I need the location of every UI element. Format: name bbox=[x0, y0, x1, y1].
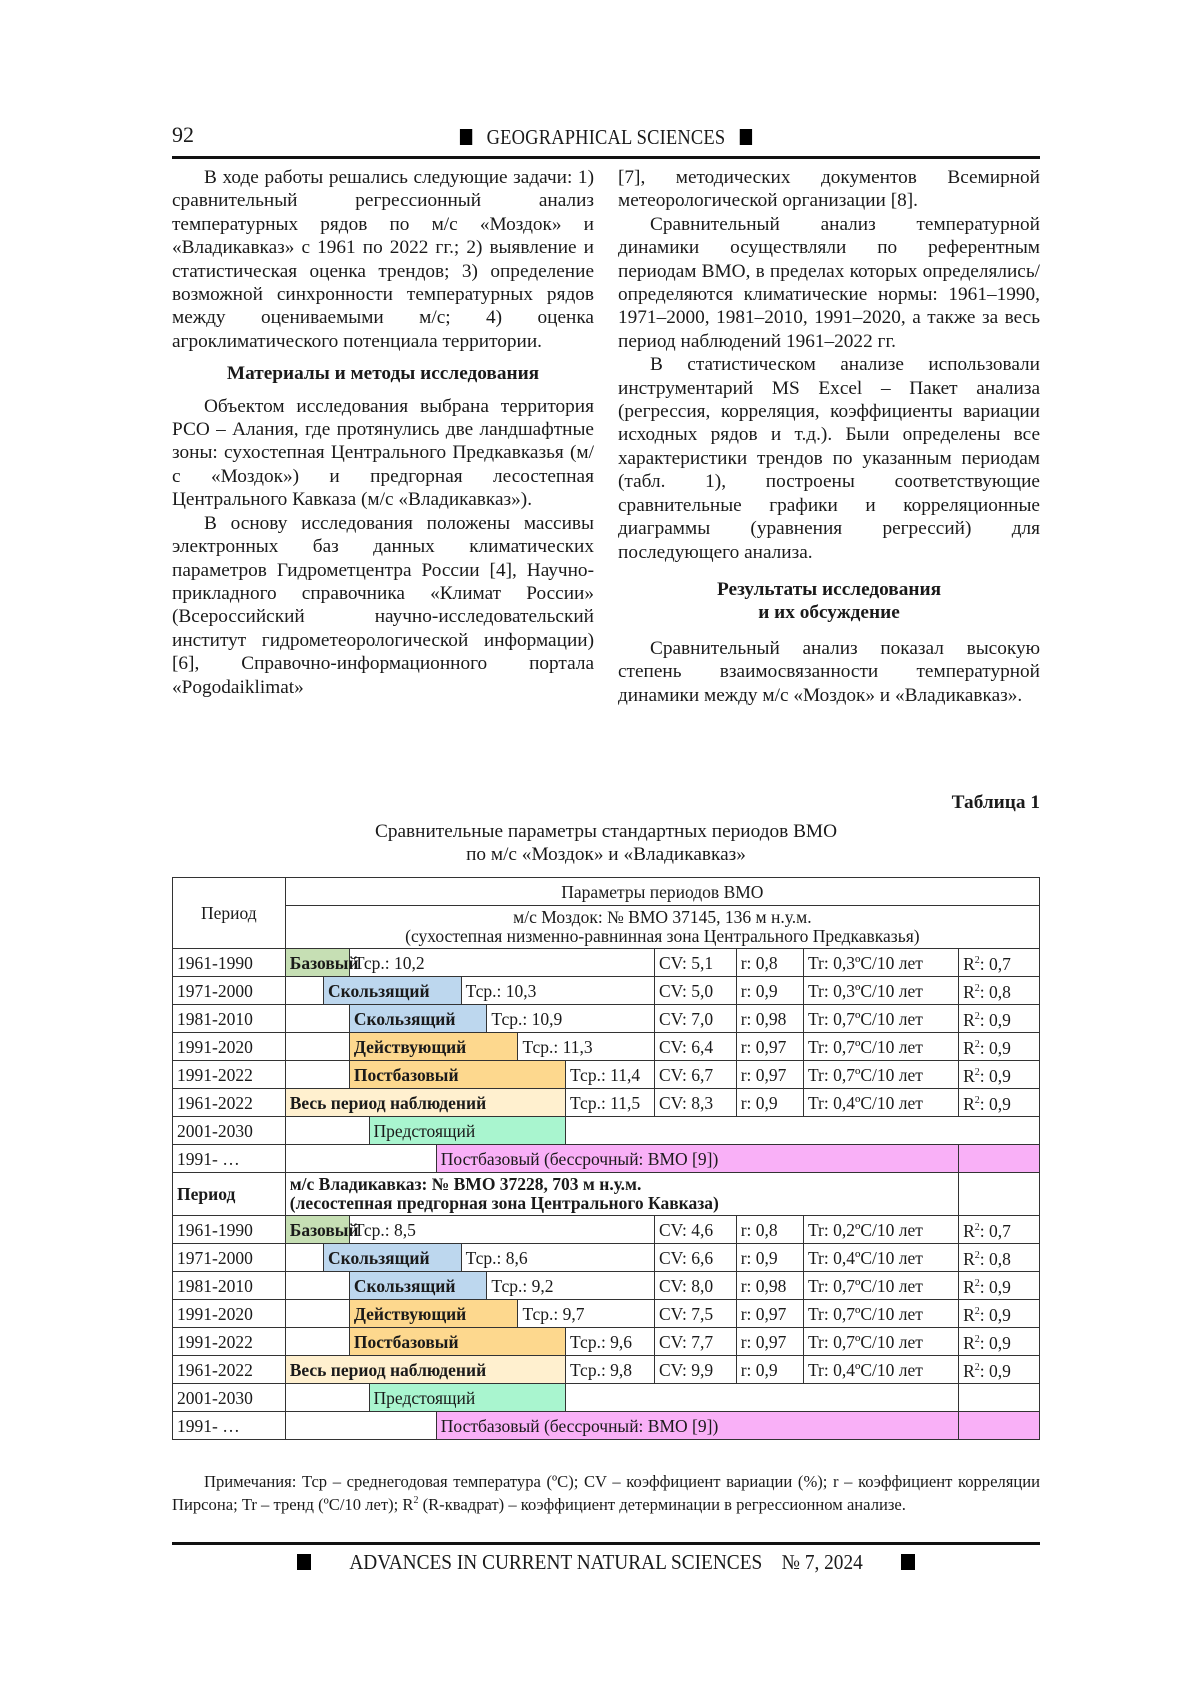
r2-sup: 2 bbox=[974, 1039, 980, 1050]
r2-label: R bbox=[963, 1333, 975, 1353]
r2-value: 0,7 bbox=[989, 1221, 1011, 1241]
period-type-cell: Базовый bbox=[285, 1216, 349, 1244]
r-cell: r: 0,9 bbox=[736, 1244, 803, 1272]
r2-sup: 2 bbox=[974, 1250, 980, 1261]
period-cell: 1971-2000 bbox=[173, 977, 286, 1005]
station-line: (лесостепная предгорная зона Центрального Кавказа) bbox=[289, 1193, 719, 1213]
r-cell: r: 0,97 bbox=[736, 1328, 803, 1356]
cv-cell: CV: 6,4 bbox=[654, 1033, 736, 1061]
header-rule bbox=[172, 156, 1040, 159]
empty-cell bbox=[959, 1145, 1040, 1173]
r2-value: 0,9 bbox=[989, 1361, 1011, 1381]
r2-sup: 2 bbox=[974, 1334, 980, 1345]
r2-label: R bbox=[963, 1361, 975, 1381]
empty-cell bbox=[285, 1005, 349, 1033]
square-bullet-icon bbox=[901, 1554, 915, 1570]
period-cell: 1991- … bbox=[173, 1145, 286, 1173]
mean-temp-cell: Тср.: 9,8 bbox=[566, 1356, 655, 1384]
empty-cell bbox=[566, 1384, 959, 1412]
station-line: (сухостепная низменно-равнинная зона Центрального Предкавказья) bbox=[405, 926, 920, 946]
empty-cell bbox=[285, 1061, 349, 1089]
r2-value: 0,9 bbox=[989, 1333, 1011, 1353]
r-cell: r: 0,9 bbox=[736, 1356, 803, 1384]
r-cell: r: 0,8 bbox=[736, 1216, 803, 1244]
table-row bbox=[173, 1033, 1040, 1061]
params-header: Параметры периодов ВМО bbox=[285, 878, 1039, 906]
empty-cell bbox=[959, 1384, 1040, 1412]
period-type-cell: Постбазовый (бессрочный: ВМО [9]) bbox=[436, 1412, 958, 1440]
cv-cell: CV: 9,9 bbox=[654, 1356, 736, 1384]
paragraph: В статистическом анализе использовали инструментарий MS Excel – Пакет анализа (регрессия, корреляция, коэффициенты вариации исходных рядов и т.д.). Были определены все характеристики трендов по указанным периодам (табл. 1), построены соответствующие сравнительные графики и корреляционные диаграммы (уравнения регрессий) для последующего анализа. bbox=[618, 354, 1040, 563]
r2-label: R bbox=[963, 954, 975, 974]
station-header bbox=[285, 906, 1039, 949]
table-row bbox=[173, 1328, 1040, 1356]
empty-cell bbox=[285, 1412, 436, 1440]
footer-rule bbox=[172, 1542, 1040, 1545]
period-cell: 1981-2010 bbox=[173, 1272, 286, 1300]
empty-cell bbox=[285, 1244, 323, 1272]
square-bullet-icon bbox=[297, 1554, 311, 1570]
table-notes bbox=[172, 1472, 1040, 1514]
running-footer bbox=[172, 1550, 1040, 1575]
station-line: м/с Моздок: № ВМО 37145, 136 м н.у.м. bbox=[513, 907, 812, 927]
journal-name: ADVANCES IN CURRENT NATURAL SCIENCES bbox=[349, 1550, 763, 1574]
period-type-cell: Скользящий bbox=[324, 1244, 462, 1272]
r2-sep: : bbox=[979, 1277, 990, 1297]
notes-text: (R-квадрат) – коэффициент детерминации в регрессионном анализе. bbox=[418, 1495, 906, 1514]
r2-cell bbox=[959, 1033, 1040, 1061]
r-cell: r: 0,97 bbox=[736, 1300, 803, 1328]
r2-sup: 2 bbox=[974, 1095, 980, 1106]
section-name: GEOGRAPHICAL SCIENCES bbox=[486, 125, 726, 149]
r2-value: 0,9 bbox=[989, 1094, 1011, 1114]
trend-cell: Tr: 0,4ºC/10 лет bbox=[803, 1089, 958, 1117]
r-cell: r: 0,97 bbox=[736, 1061, 803, 1089]
table-row bbox=[173, 1089, 1040, 1117]
empty-cell bbox=[566, 1117, 1040, 1145]
r-cell: r: 0,98 bbox=[736, 1272, 803, 1300]
table-row bbox=[173, 1272, 1040, 1300]
table-title bbox=[172, 820, 1040, 866]
empty-cell bbox=[959, 1173, 1040, 1216]
period-type-cell: Весь период наблюдений bbox=[285, 1089, 565, 1117]
paragraph: [7], методических документов Всемирной метеорологической организации [8]. bbox=[618, 167, 1040, 212]
mean-temp-cell: Тср.: 11,5 bbox=[566, 1089, 655, 1117]
period-header: Период bbox=[173, 1173, 286, 1216]
mean-temp-cell: Тср.: 11,4 bbox=[566, 1061, 655, 1089]
r-cell: r: 0,9 bbox=[736, 977, 803, 1005]
r2-sep: : bbox=[979, 1094, 990, 1114]
r2-cell bbox=[959, 1216, 1040, 1244]
empty-cell bbox=[959, 1412, 1040, 1440]
r2-cell bbox=[959, 1061, 1040, 1089]
period-cell: 1961-2022 bbox=[173, 1089, 286, 1117]
period-type-cell: Постбазовый (бессрочный: ВМО [9]) bbox=[436, 1145, 958, 1173]
r2-value: 0,9 bbox=[989, 1305, 1011, 1325]
r2-cell bbox=[959, 1272, 1040, 1300]
r2-cell bbox=[959, 1356, 1040, 1384]
period-type-cell: Предстоящий bbox=[369, 1384, 566, 1412]
r-cell: r: 0,98 bbox=[736, 1005, 803, 1033]
trend-cell: Tr: 0,7ºC/10 лет bbox=[803, 1300, 958, 1328]
section-heading bbox=[618, 578, 1040, 625]
period-type-cell: Постбазовый bbox=[349, 1328, 565, 1356]
r2-sup: 2 bbox=[974, 983, 980, 994]
paragraph: Сравнительный анализ показал высокую степень взаимосвязанности температурной динамики между м/с «Моздок» и «Владикавказ». bbox=[618, 637, 1040, 706]
table-row bbox=[173, 949, 1040, 977]
r2-cell bbox=[959, 977, 1040, 1005]
station-line: м/с Владикавказ: № ВМО 37228, 703 м н.у.м. bbox=[289, 1174, 642, 1194]
empty-cell bbox=[285, 977, 323, 1005]
period-cell: 2001-2030 bbox=[173, 1117, 286, 1145]
period-type-cell: Скользящий bbox=[349, 1005, 487, 1033]
mean-temp-cell: Тср.: 10,2 bbox=[349, 949, 654, 977]
r2-cell bbox=[959, 1089, 1040, 1117]
table-header-row bbox=[173, 878, 1040, 906]
paragraph: В основу исследования положены массивы электронных баз данных климатических параметров Гидрометцентра России [4], Научно-прикладного справочника «Климат России» (Всероссийский научно-исследовательский институт гидрометеорологической информации) [6], Справочно-информационного портала «Pogodaiklimat» bbox=[172, 512, 594, 698]
period-type-cell: Скользящий bbox=[324, 977, 462, 1005]
r2-value: 0,9 bbox=[989, 1066, 1011, 1086]
station-header-row bbox=[173, 1173, 1040, 1216]
period-type-cell: Предстоящий bbox=[369, 1117, 566, 1145]
r2-sep: : bbox=[979, 954, 990, 974]
r2-sep: : bbox=[979, 1333, 990, 1353]
r2-sup: 2 bbox=[974, 1278, 980, 1289]
cv-cell: CV: 5,1 bbox=[654, 949, 736, 977]
period-type-cell: Скользящий bbox=[349, 1272, 487, 1300]
mean-temp-cell: Тср.: 9,7 bbox=[518, 1300, 655, 1328]
trend-cell: Tr: 0,3ºC/10 лет bbox=[803, 949, 958, 977]
r-cell: r: 0,9 bbox=[736, 1089, 803, 1117]
trend-cell: Tr: 0,7ºC/10 лет bbox=[803, 1272, 958, 1300]
wmo-periods-table bbox=[172, 877, 1040, 1440]
right-column bbox=[618, 166, 1040, 707]
r2-sup: 2 bbox=[974, 1362, 980, 1373]
mean-temp-cell: Тср.: 11,3 bbox=[518, 1033, 655, 1061]
page-number: 92 bbox=[172, 122, 194, 147]
period-type-cell: Действующий bbox=[349, 1300, 518, 1328]
r2-label: R bbox=[963, 1010, 975, 1030]
empty-cell bbox=[285, 1300, 349, 1328]
cv-cell: CV: 5,0 bbox=[654, 977, 736, 1005]
period-cell: 1991-2020 bbox=[173, 1300, 286, 1328]
mean-temp-cell: Тср.: 10,9 bbox=[487, 1005, 655, 1033]
empty-cell bbox=[285, 1384, 369, 1412]
r2-value: 0,8 bbox=[989, 1249, 1011, 1269]
heading-line: и их обсуждение bbox=[758, 602, 900, 624]
r2-value: 0,8 bbox=[989, 982, 1011, 1002]
r2-cell bbox=[959, 949, 1040, 977]
r2-sep: : bbox=[979, 982, 990, 1002]
trend-cell: Tr: 0,3ºC/10 лет bbox=[803, 977, 958, 1005]
period-type-cell: Постбазовый bbox=[349, 1061, 565, 1089]
period-cell: 1981-2010 bbox=[173, 1005, 286, 1033]
r2-sup: 2 bbox=[974, 955, 980, 966]
period-cell: 1991-2022 bbox=[173, 1061, 286, 1089]
period-cell: 1991- … bbox=[173, 1412, 286, 1440]
cv-cell: CV: 8,0 bbox=[654, 1272, 736, 1300]
trend-cell: Tr: 0,4ºC/10 лет bbox=[803, 1356, 958, 1384]
left-column bbox=[172, 166, 594, 699]
trend-cell: Tr: 0,7ºC/10 лет bbox=[803, 1328, 958, 1356]
table-row bbox=[173, 1356, 1040, 1384]
cv-cell: CV: 8,3 bbox=[654, 1089, 736, 1117]
notes-text: Примечания: Тср – среднегодовая температура (ºC); CV – коэффициент вариации (%); r – коэффициент корреляции Пирсона; Tr – тренд (ºC/10 лет); R bbox=[172, 1472, 1040, 1514]
empty-cell bbox=[285, 1117, 369, 1145]
table-row bbox=[173, 1384, 1040, 1412]
r2-value: 0,9 bbox=[989, 1277, 1011, 1297]
station-header-row bbox=[173, 906, 1040, 949]
square-bullet-icon bbox=[739, 129, 751, 145]
r2-sep: : bbox=[979, 1305, 990, 1325]
r-cell: r: 0,97 bbox=[736, 1033, 803, 1061]
r2-value: 0,9 bbox=[989, 1038, 1011, 1058]
r2-sup: 2 bbox=[974, 1011, 980, 1022]
notes-sup: 2 bbox=[413, 1495, 419, 1506]
r2-sep: : bbox=[979, 1361, 990, 1381]
r2-value: 0,9 bbox=[989, 1010, 1011, 1030]
period-type-cell: Базовый bbox=[285, 949, 349, 977]
table-label: Таблица 1 bbox=[951, 792, 1040, 813]
cv-cell: CV: 7,0 bbox=[654, 1005, 736, 1033]
trend-cell: Tr: 0,7ºC/10 лет bbox=[803, 1061, 958, 1089]
r2-sep: : bbox=[979, 1038, 990, 1058]
section-heading: Материалы и методы исследования bbox=[226, 363, 540, 385]
r2-sep: : bbox=[979, 1066, 990, 1086]
table-title-line: Сравнительные параметры стандартных периодов ВМО bbox=[375, 821, 837, 842]
r2-sup: 2 bbox=[974, 1067, 980, 1078]
r2-label: R bbox=[963, 1221, 975, 1241]
r2-label: R bbox=[963, 1277, 975, 1297]
r2-label: R bbox=[963, 982, 975, 1002]
period-cell: 2001-2030 bbox=[173, 1384, 286, 1412]
r2-sup: 2 bbox=[974, 1222, 980, 1233]
mean-temp-cell: Тср.: 9,6 bbox=[566, 1328, 655, 1356]
r2-sep: : bbox=[979, 1221, 990, 1241]
period-cell: 1971-2000 bbox=[173, 1244, 286, 1272]
paragraph: Объектом исследования выбрана территория РСО – Алания, где протянулись две ландшафтные зоны: сухостепная Центрального Предкавказья (м/с «Моздок») и предгорная лесостепная Центрального Кавказа (м/с «Владикавказ»). bbox=[172, 395, 594, 511]
table-row bbox=[173, 1145, 1040, 1173]
r2-cell bbox=[959, 1005, 1040, 1033]
empty-cell bbox=[285, 1328, 349, 1356]
cv-cell: CV: 4,6 bbox=[654, 1216, 736, 1244]
r2-label: R bbox=[963, 1066, 975, 1086]
running-header bbox=[172, 120, 1040, 150]
r2-label: R bbox=[963, 1305, 975, 1325]
empty-cell bbox=[285, 1272, 349, 1300]
cv-cell: CV: 7,5 bbox=[654, 1300, 736, 1328]
period-cell: 1961-2022 bbox=[173, 1356, 286, 1384]
r2-cell bbox=[959, 1328, 1040, 1356]
r-cell: r: 0,8 bbox=[736, 949, 803, 977]
table-row bbox=[173, 1412, 1040, 1440]
trend-cell: Tr: 0,7ºC/10 лет bbox=[803, 1005, 958, 1033]
table-row bbox=[173, 977, 1040, 1005]
cv-cell: CV: 7,7 bbox=[654, 1328, 736, 1356]
table-row bbox=[173, 1300, 1040, 1328]
cv-cell: CV: 6,7 bbox=[654, 1061, 736, 1089]
mean-temp-cell: Тср.: 8,6 bbox=[461, 1244, 654, 1272]
section-title bbox=[224, 125, 988, 150]
period-type-cell: Весь период наблюдений bbox=[285, 1356, 565, 1384]
r2-label: R bbox=[963, 1249, 975, 1269]
period-cell: 1961-1990 bbox=[173, 949, 286, 977]
r2-sep: : bbox=[979, 1010, 990, 1030]
issue-number: № 7, 2024 bbox=[781, 1550, 863, 1574]
period-cell: 1991-2022 bbox=[173, 1328, 286, 1356]
table-row bbox=[173, 1005, 1040, 1033]
r2-sup: 2 bbox=[974, 1306, 980, 1317]
station-header bbox=[285, 1173, 958, 1216]
table-row bbox=[173, 1216, 1040, 1244]
r2-value: 0,7 bbox=[989, 954, 1011, 974]
mean-temp-cell: Тср.: 9,2 bbox=[487, 1272, 655, 1300]
trend-cell: Tr: 0,2ºC/10 лет bbox=[803, 1216, 958, 1244]
period-cell: 1991-2020 bbox=[173, 1033, 286, 1061]
r2-cell bbox=[959, 1244, 1040, 1272]
r2-label: R bbox=[963, 1094, 975, 1114]
period-header: Период bbox=[173, 878, 286, 949]
trend-cell: Tr: 0,4ºC/10 лет bbox=[803, 1244, 958, 1272]
period-type-cell: Действующий bbox=[349, 1033, 518, 1061]
empty-cell bbox=[285, 1145, 436, 1173]
paragraph: Сравнительный анализ температурной динамики осуществляли по референтным периодам ВМО, в пределах которых определялись/определяются климатические нормы: 1961–1990, 1971–2000, 1981–2010, 1991–2020, а также за весь период наблюдений 1961–2022 гг. bbox=[618, 213, 1040, 352]
r2-sep: : bbox=[979, 1249, 990, 1269]
square-bullet-icon bbox=[460, 129, 472, 145]
r2-label: R bbox=[963, 1038, 975, 1058]
mean-temp-cell: Тср.: 10,3 bbox=[461, 977, 654, 1005]
trend-cell: Tr: 0,7ºC/10 лет bbox=[803, 1033, 958, 1061]
table-row bbox=[173, 1061, 1040, 1089]
cv-cell: CV: 6,6 bbox=[654, 1244, 736, 1272]
paragraph: В ходе работы решались следующие задачи: 1) сравнительный регрессионный анализ температурных рядов по м/с «Моздок» и «Владикавказ» с 1961 по 2022 гг.; 2) выявление и статистическая оценка трендов; 3) определение возможной синхронности температурных рядов между оцениваемыми м/с; 4) оценка агроклиматического потенциала территории. bbox=[172, 167, 594, 352]
table-row bbox=[173, 1244, 1040, 1272]
table-row bbox=[173, 1117, 1040, 1145]
empty-cell bbox=[285, 1033, 349, 1061]
r2-cell bbox=[959, 1300, 1040, 1328]
period-cell: 1961-1990 bbox=[173, 1216, 286, 1244]
table-title-line: по м/с «Моздок» и «Владикавказ» bbox=[466, 844, 746, 865]
mean-temp-cell: Тср.: 8,5 bbox=[349, 1216, 654, 1244]
heading-line: Результаты исследования bbox=[716, 578, 942, 600]
